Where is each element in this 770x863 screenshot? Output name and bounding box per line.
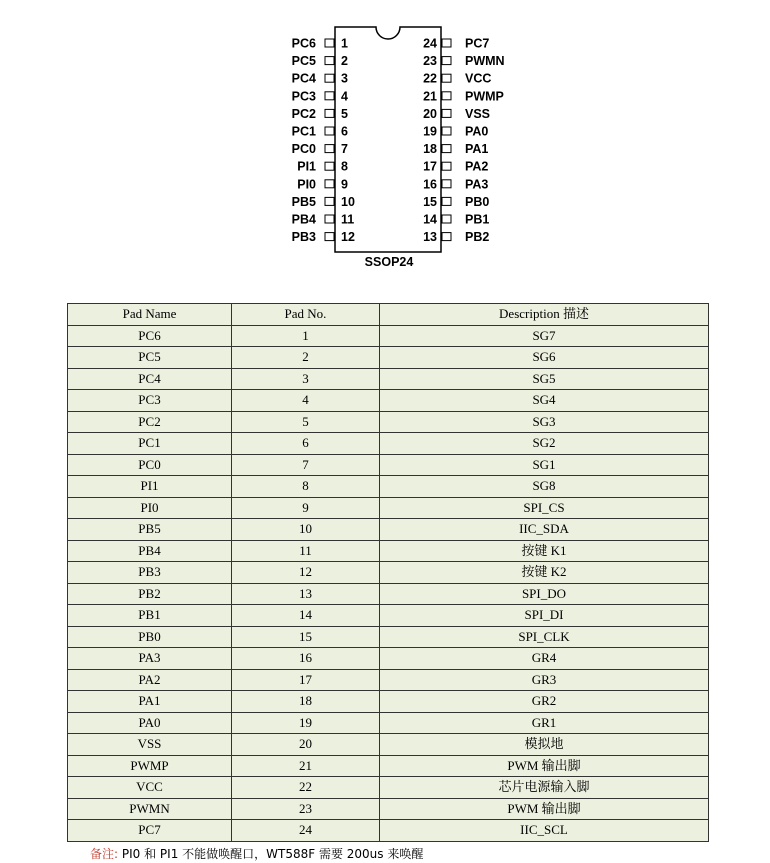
pad-name-cell: PA0 [68,712,232,734]
pin-pad [442,215,451,223]
pad-name-cell: PB4 [68,540,232,562]
pad-no-cell: 1 [232,325,380,347]
pad-no-cell: 18 [232,691,380,713]
description-cell: SG7 [380,325,709,347]
pad-name-cell: PC2 [68,411,232,433]
pin-number: 22 [423,71,437,86]
pad-name-cell: PA3 [68,648,232,670]
pad-no-cell: 23 [232,798,380,820]
pad-name-cell: PA1 [68,691,232,713]
pin-name: PI0 [297,177,316,192]
pad-no-cell: 21 [232,755,380,777]
pad-no-cell: 13 [232,583,380,605]
pin-name: PC1 [291,124,316,139]
pad-name-cell: PI1 [68,476,232,498]
pin-name: PB1 [465,212,490,227]
table-row [68,433,709,455]
pin-pad [442,197,451,205]
pin-number: 5 [341,106,348,121]
pin-number: 15 [423,194,437,209]
table-row [68,605,709,627]
pin-name: PC0 [291,142,316,157]
pad-no-cell: 14 [232,605,380,627]
description-cell: 芯片电源输入脚 [380,777,709,799]
pin-number: 11 [341,212,355,227]
table-row [68,734,709,756]
description-cell: SG2 [380,433,709,455]
pad-no-cell: 22 [232,777,380,799]
pad-no-cell: 4 [232,390,380,412]
description-cell: SPI_DI [380,605,709,627]
pin-pad [442,109,451,117]
pad-no-cell: 24 [232,820,380,842]
pad-name-cell: PB5 [68,519,232,541]
pin-name: PB4 [291,212,316,227]
pin-name: VSS [465,106,491,121]
pin-number: 12 [341,230,355,245]
pad-no-cell: 15 [232,626,380,648]
pin-name: PWMN [465,54,505,69]
pin-number: 23 [423,54,437,69]
table-row [68,648,709,670]
pin-number: 13 [423,230,437,245]
pin-pad [325,162,334,170]
pin-pad [325,180,334,188]
pin-name: PC4 [291,71,316,86]
pin-pad [442,57,451,65]
pin-name: PB2 [465,230,490,245]
pad-name-cell: PC3 [68,390,232,412]
chip-pinout-diagram [0,0,770,290]
pin-number: 18 [423,142,437,157]
pin-pad [325,57,334,65]
table-row [68,476,709,498]
table-row [68,820,709,842]
pin-name: PB3 [291,230,316,245]
pad-name-cell: PC6 [68,325,232,347]
pad-name-cell: PC7 [68,820,232,842]
pin-pad [442,145,451,153]
table-row [68,691,709,713]
pin-number: 3 [341,71,348,86]
pad-no-cell: 12 [232,562,380,584]
table-row [68,497,709,519]
pin-pad [325,145,334,153]
table-row [68,368,709,390]
description-cell: 模拟地 [380,734,709,756]
pad-name-cell: VSS [68,734,232,756]
pin-pad [325,127,334,135]
pad-name-cell: PB2 [68,583,232,605]
pin-pad [442,233,451,241]
pin-number: 17 [423,159,437,174]
pin-name: PC3 [291,89,316,104]
pin-pad [325,74,334,82]
pad-no-cell: 9 [232,497,380,519]
pin-pad [325,233,334,241]
pin-number: 4 [341,89,348,104]
footnote [90,845,423,862]
pin-number: 21 [423,89,437,104]
pad-no-cell: 5 [232,411,380,433]
pad-name-cell: PB0 [68,626,232,648]
description-cell: SG3 [380,411,709,433]
pin-name: PC6 [291,36,316,51]
table-row [68,777,709,799]
pad-name-cell: PC0 [68,454,232,476]
pad-no-cell: 20 [232,734,380,756]
pin-number: 6 [341,124,348,139]
note-text: PI0 和 PI1 不能做唤醒口，WT588F 需要 200us 来唤醒 [121,847,424,861]
pin-pad [442,39,451,47]
pad-no-cell: 7 [232,454,380,476]
pad-name-cell: PC4 [68,368,232,390]
table-row [68,798,709,820]
description-cell: GR3 [380,669,709,691]
pad-no-cell: 11 [232,540,380,562]
pad-no-cell: 10 [232,519,380,541]
description-cell: SG8 [380,476,709,498]
description-cell: 按键 K1 [380,540,709,562]
table-row [68,583,709,605]
table-row [68,411,709,433]
pad-no-cell: 2 [232,347,380,369]
pin-name: PA3 [465,177,489,192]
pin-pad [442,180,451,188]
pin-name: PB5 [291,194,316,209]
pin-number: 10 [341,194,355,209]
table-row [68,626,709,648]
pin-number: 2 [341,54,348,69]
pin-name: PA0 [465,124,489,139]
pad-name-cell: PC1 [68,433,232,455]
description-cell: SG4 [380,390,709,412]
table-row [68,325,709,347]
description-cell: SG5 [380,368,709,390]
table-row [68,540,709,562]
pad-name-cell: PWMP [68,755,232,777]
pad-name-cell: PB1 [68,605,232,627]
pin-number: 19 [423,124,437,139]
pin-pad [325,197,334,205]
description-cell: GR2 [380,691,709,713]
pin-pad [325,92,334,100]
description-cell: GR4 [380,648,709,670]
pin-number: 14 [423,212,437,227]
header-pad-name: Pad Name [68,304,232,326]
pin-name: PA2 [465,159,489,174]
pad-name-cell: PA2 [68,669,232,691]
pad-no-cell: 16 [232,648,380,670]
description-cell: PWM 输出脚 [380,755,709,777]
pin-pad [325,109,334,117]
table-row [68,454,709,476]
pin-name: VCC [465,71,492,86]
pin-pad [325,39,334,47]
package-label: SSOP24 [364,255,414,269]
table-row [68,669,709,691]
header-pad-no: Pad No. [232,304,380,326]
description-cell: GR1 [380,712,709,734]
pad-no-cell: 3 [232,368,380,390]
table-header-row [68,304,709,326]
description-cell: SG6 [380,347,709,369]
pin-name: PI1 [297,159,316,174]
header-description: Description 描述 [380,304,709,326]
table-row [68,712,709,734]
pin-name: PC7 [465,36,490,51]
pin-name: PA1 [465,142,489,157]
pin-number: 24 [423,36,437,51]
pin-pad [442,74,451,82]
pin-name: PC2 [291,106,316,121]
pin-pad [442,162,451,170]
pad-no-cell: 19 [232,712,380,734]
pin-number: 7 [341,142,348,157]
pin-pad [442,127,451,135]
table-row [68,347,709,369]
pin-name: PB0 [465,194,490,209]
pad-no-cell: 8 [232,476,380,498]
table-row [68,562,709,584]
pin-name: PC5 [291,54,316,69]
pin-number: 8 [341,159,348,174]
description-cell: PWM 输出脚 [380,798,709,820]
pin-pad [442,92,451,100]
pin-number: 20 [423,106,437,121]
pin-pad [325,215,334,223]
pin-description-table [67,303,709,842]
table-row [68,519,709,541]
pad-name-cell: PWMN [68,798,232,820]
description-cell: SPI_CLK [380,626,709,648]
description-cell: SPI_DO [380,583,709,605]
description-cell: IIC_SDA [380,519,709,541]
pad-name-cell: PB3 [68,562,232,584]
pin-number: 1 [341,36,348,51]
pin-number: 9 [341,177,348,192]
table-row [68,755,709,777]
pin-number: 16 [423,177,437,192]
note-label: 备注: [90,847,119,861]
description-cell: SPI_CS [380,497,709,519]
pin-name: PWMP [465,89,504,104]
description-cell: IIC_SCL [380,820,709,842]
pad-name-cell: VCC [68,777,232,799]
description-cell: SG1 [380,454,709,476]
description-cell: 按键 K2 [380,562,709,584]
pad-name-cell: PI0 [68,497,232,519]
pad-no-cell: 6 [232,433,380,455]
table-row [68,390,709,412]
pad-name-cell: PC5 [68,347,232,369]
pad-no-cell: 17 [232,669,380,691]
